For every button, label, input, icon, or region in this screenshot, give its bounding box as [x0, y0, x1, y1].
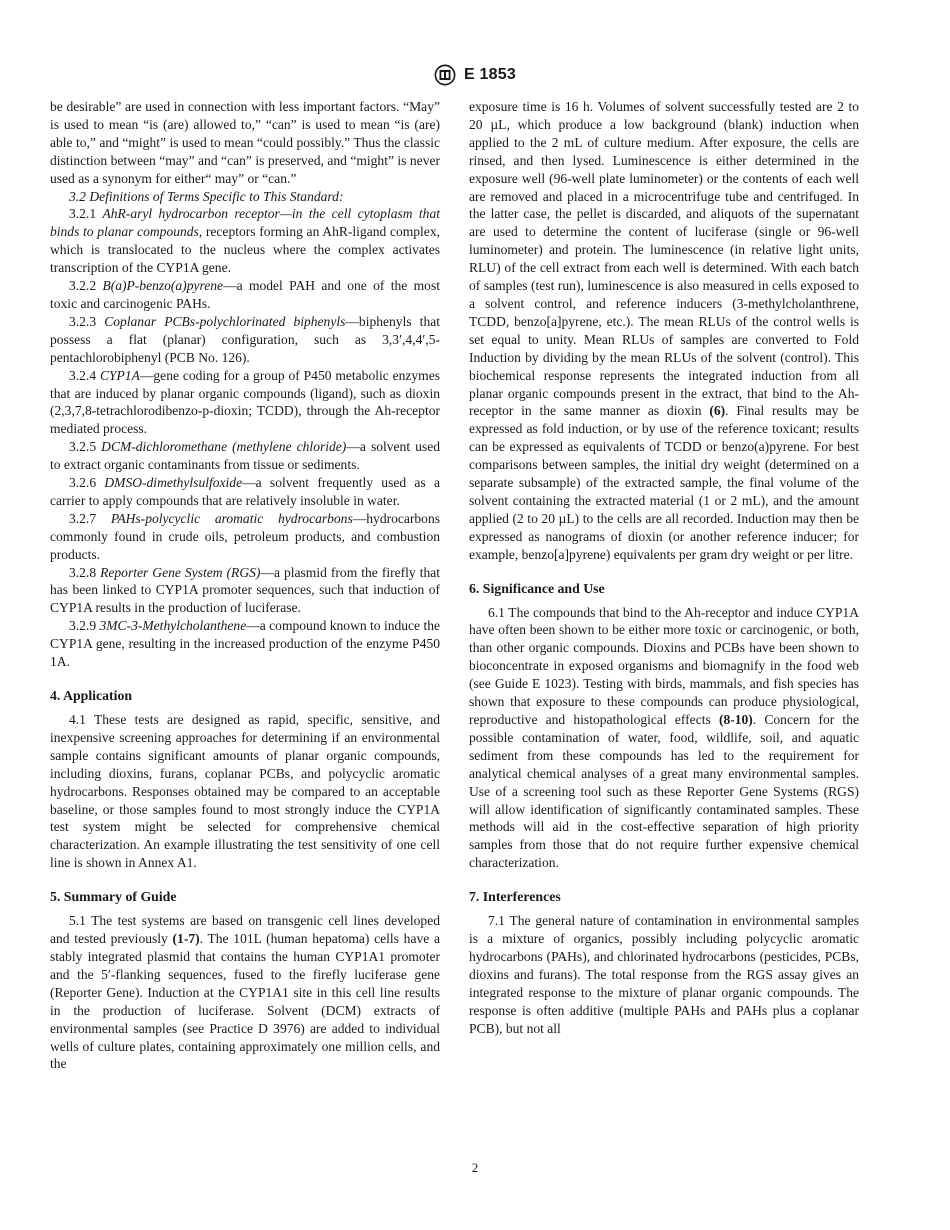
section-3-2-heading: 3.2 Definitions of Terms Specific to This Standard: [69, 188, 344, 204]
section-3-2 [50, 188, 440, 206]
definition-3-2-4: 3.2.4 CYP1A—gene coding for a group of P450 metabolic enzymes that are induced by planar organic compounds (ligand), such as dioxin (2,3,7,8-tetrachlorodibenzo-p-dioxin; TCDD), through the Ah-receptor mediated process. [50, 367, 440, 437]
paragraph-4-1: 4.1 These tests are designed as rapid, specific, sensitive, and inexpensive screening approaches for determining if an environmental sample contains significant amounts of planar organic compounds, including dioxins, furans, coplanar PCBs, and polycyclic aromatic hydrocarbons. Responses obtained may be compared to an acceptable baseline, or those samples found to most strongly induce the CYP1A test system might be selected for comprehensive chemical characterization. An example illustrating the test sensitivity of one cell line is shown in Annex A1. [50, 712, 440, 871]
page-number: 2 [471, 1160, 479, 1175]
section-heading-significance: 6. Significance and Use [469, 580, 605, 596]
paragraph-continued: be desirable” are used in connection with less important factors. “May” is used to mean “is (are) allowed to,” “can” is used to mean “is (are) able to,” and “might” is used to mean “could possibly.” Thus the classic distinction between “may” and “can” is preserved, and “might” is never used as a synonym for either“ may” or “can.” [50, 99, 440, 186]
definition-3-2-7: 3.2.7 PAHs-polycyclic aromatic hydrocarbons—hydrocarbons commonly found in crude oils, petroleum products, and combustion products. [50, 510, 440, 562]
section-heading-application: 4. Application [50, 688, 133, 703]
section-heading-interferences: 7. Interferences [469, 889, 561, 905]
definition-3-2-8: 3.2.8 Reporter Gene System (RGS)—a plasmid from the firefly that has been linked to CYP1A promoter sequences, such that induction of CYP1A results in the production of luciferase. [50, 564, 441, 616]
citation: (8-10) [718, 712, 753, 727]
definition-3-2-1: 3.2.1 AhR-aryl hydrocarbon receptor—in the cell cytoplasm that binds to planar compounds, receptors forming an AhR-ligand complex, which is translocated to the nucleus where the complex activates transcription of the CYP1A gene. [50, 206, 440, 276]
definition-3-2-6: 3.2.6 DMSO-dimethylsulfoxide—a solvent frequently used as a carrier to apply compounds that are relatively insoluble in water. [50, 475, 440, 508]
definition-3-2-9: 3.2.9 3MC-3-Methylcholanthene—a compound known to induce the CYP1A gene, resulting in the increased production of the enzyme P450 1A. [50, 618, 441, 670]
citation: (6) [709, 403, 726, 419]
left-column [50, 98, 440, 1073]
paragraph-7-1: 7.1 The general nature of contamination in environmental samples is a mixture of organics, possibly including polycyclic aromatic hydrocarbons (PAHs), and chlorinated hydrocarbons (pesticides, PCBs, dioxins and furans). The total response from the RGS assay gives an integrated response to the mixture of planar organic compounds. The response is often additive (multiple PAHs and PAHs plus a coplanar PCB), but not all [469, 913, 859, 1036]
definition-3-2-5: 3.2.5 DCM-dichloromethane (methylene chloride)—a solvent used to extract organic contaminants from tissue or sediments. [50, 439, 440, 473]
paragraph-5-1: 5.1 The test systems are based on transgenic cell lines developed and tested previously (1-7). The 101L (human hepatoma) cells have a stably integrated plasmid that contains the human CYP1A1 promoter and the 5′-flanking sequences, fused to the firefly luciferase gene (Reporter Gene). Induction at the CYP1A1 site in this cell line results in the production of luciferase. Solvent (DCM) extracts of environmental samples (see Practice D 3976) are added to individual wells of culture plates, containing approximately one million cells, and the [50, 913, 441, 1072]
page-header [0, 62, 950, 88]
paragraph-5-1-continued: exposure time is 16 h. Volumes of solvent successfully tested are 2 to 20 µL, which produce a low background (blank) induction when applied to the 2 mL of culture medium. After exposure, the cells are rinsed, and then lysed. Luminescence is either determined in the exposure well (96-well plate luminometer) or the contents of each well are removed and placed in a microcentrifuge tube and centrifuged. In the latter case, the pellet is discarded, and aliquots of the supernatant are used to determine the content of luciferase (single or 96-well luminometer) and protein. The luminescence (in relative light units, RLU) of the cell extract from each well is determined. With each batch of samples (test run), luminescence is also measured in cells exposed to a solvent control, and reference inducers (3-methylcholanthrene, TCDD, benzo[a]pyrene, etc.). The mean RLUs of the control wells is set equal to unity. Mean RLUs of samples are converted to Fold Induction by dividing by the mean RLUs of the solvent (control). This biochemical response represents the integrated induction from all planar organic compounds present in the extract, that bind to the Ah-receptor in the same manner as dioxin (6). Final results may be expressed as fold induction, or by use of the reference toxicant; results can be expressed as equivalents of TCDD or benzo(a)pyrene. For best comparisons between samples, the initial dry weight (determined on a separate subsample) of the extracted sample, the final volume of the solvent containing the extracted material (1 or 2 mL), and the amount applied (2 to 20 µL) to the cells are all recorded. Induction may then be expressed as nanograms of dioxin (or another reference inducer; for example, benzo[a]pyrene) equivalents per gram dry weight or per litre. [469, 99, 860, 562]
citation: (1-7) [172, 931, 200, 947]
right-column [469, 98, 859, 1038]
astm-logo-icon [434, 64, 456, 86]
definition-3-2-3: 3.2.3 Coplanar PCBs-polychlorinated biphenyls—biphenyls that possess a flat (planar) configuration, such as 3,3′,4,4′,5-pentachlorobiphenyl (PCB No. 126). [50, 313, 441, 365]
standard-number: E 1853 [464, 66, 516, 83]
section-heading-summary: 5. Summary of Guide [50, 889, 177, 905]
definition-3-2-2: 3.2.2 B(a)P-benzo(a)pyrene—a model PAH and one of the most toxic and carcinogenic PAHs. [50, 278, 440, 311]
paragraph-6-1: 6.1 The compounds that bind to the Ah-receptor and induce CYP1A have often been shown to be either more toxic or carcinogenic, or both, than other organic compounds. Dioxins and PCBs have been shown to bioconcentrate in exposed organisms and biomagnify in the food web (see Guide E 1023). Testing with birds, mammals, and fish species has shown that exposure to these compounds can produce physiological, reproductive and histopathological effects (8-10). Concern for the possible contamination of water, food, wildlife, soil, and aquatic sediment from these compounds has led to the requirement for analytical chemical analyses of a great many environmental samples. Use of a screening tool such as these Reporter Gene Systems (RGS) will allow identification of significantly contaminated samples. These methods will aid in the cost-effective separation of high priority samples from those that do not require further expensive chemical characterization. [469, 604, 859, 871]
